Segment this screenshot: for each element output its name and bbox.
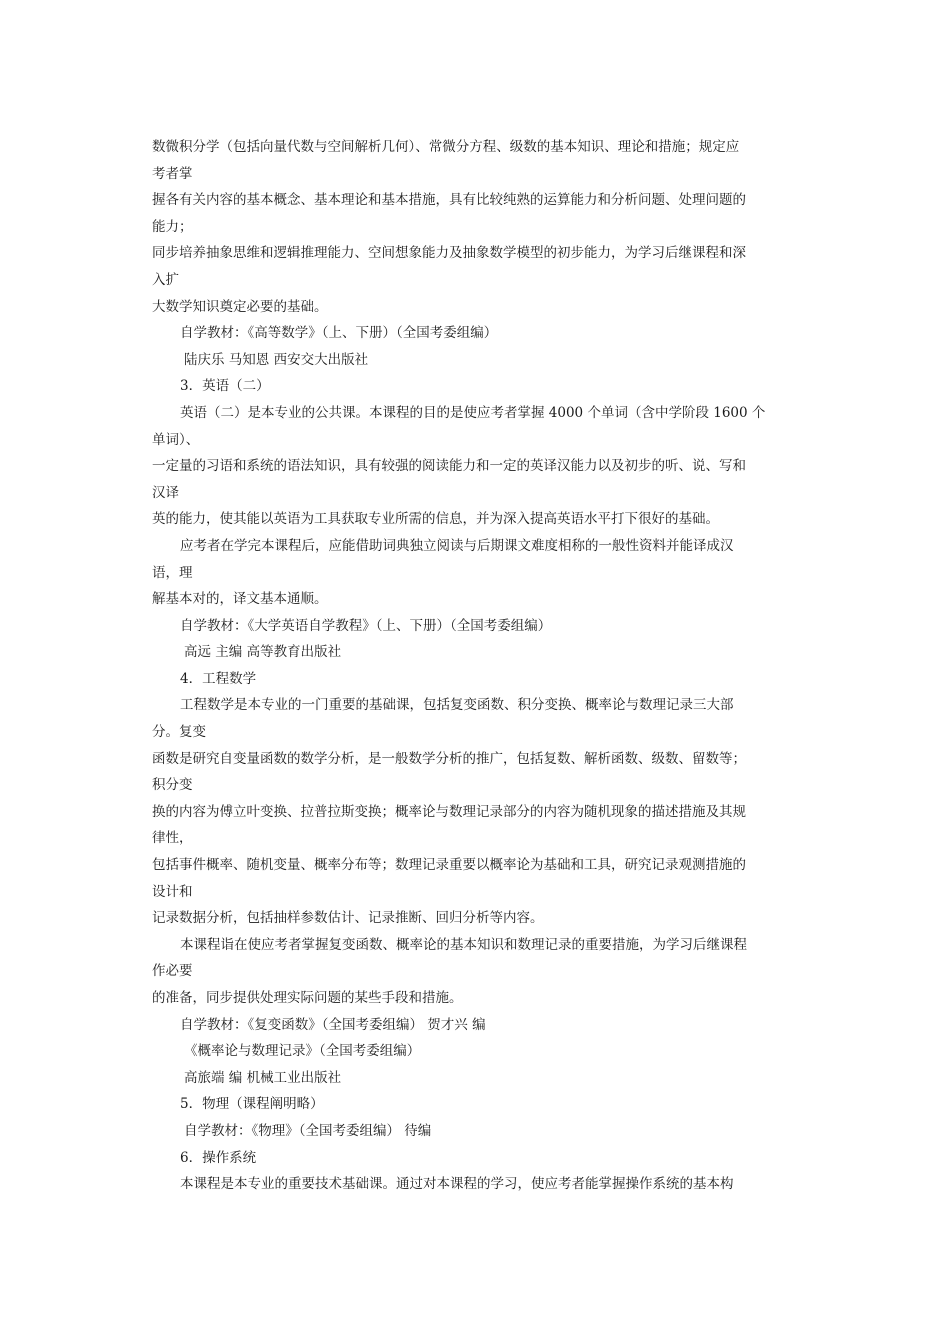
text-line: 同步培养抽象思维和逻辑推理能力、空间想象能力及抽象数学模型的初步能力，为学习后继课程和深 <box>152 245 746 262</box>
text-line: 握各有关内容的基本概念、基本理论和基本措施，具有比较纯熟的运算能力和分析问题、处理问题的 <box>152 192 746 209</box>
text-line: 自学教材：《高等数学》（上、下册）（全国考委组编） <box>180 325 498 342</box>
text-line: 能力； <box>152 218 193 235</box>
text-line: 高远 主编 高等教育出版社 <box>184 644 342 661</box>
text-line: 解基本对的，译文基本通顺。 <box>152 591 328 608</box>
text-line: 《概率论与数理记录》（全国考委组编） <box>184 1043 421 1060</box>
text-line: 入扩 <box>152 271 179 288</box>
text-line: 高旅端 编 机械工业出版社 <box>184 1069 342 1086</box>
text-line: 一定量的习语和系统的语法知识，具有较强的阅读能力和一定的英译汉能力以及初步的听、说、写和 <box>152 458 746 475</box>
text-line: 设计和 <box>152 883 193 900</box>
text-line: 包括事件概率、随机变量、概率分布等；数理记录重要以概率论为基础和工具，研究记录观测措施的 <box>152 857 746 874</box>
text-line: 本课程是本专业的重要技术基础课。通过对本课程的学习，使应考者能掌握操作系统的基本构 <box>180 1176 734 1193</box>
text-line: 本课程诣在使应考者掌握复变函数、概率论的基本知识和数理记录的重要措施，为学习后继课程 <box>180 936 747 953</box>
text-line: 记录数据分析，包括抽样参数估计、记录推断、回归分析等内容。 <box>152 910 544 927</box>
text-line: 6．操作系统 <box>180 1149 257 1166</box>
text-line: 单词）、 <box>152 431 200 448</box>
text-line: 4．工程数学 <box>180 670 257 687</box>
text-line: 考者掌 <box>152 165 193 182</box>
text-line: 工程数学是本专业的一门重要的基础课，包括复变函数、积分变换、概率论与数理记录三大部 <box>180 697 734 714</box>
document-body <box>152 134 792 1198</box>
text-line: 自学教材：《物理》（全国考委组编） 待编 <box>184 1122 432 1139</box>
text-line: 英的能力，使其能以英语为工具获取专业所需的信息，并为深入提高英语水平打下很好的基础。 <box>152 511 719 528</box>
text-line: 函数是研究自变量函数的数学分析，是一般数学分析的推广，包括复数、解析函数、级数、留数等； <box>152 750 746 767</box>
text-line: 分。复变 <box>152 724 206 741</box>
text-line: 汉译 <box>152 484 179 501</box>
text-line: 换的内容为傅立叶变换、拉普拉斯变换；概率论与数理记录部分的内容为随机现象的描述措施及其规 <box>152 803 746 820</box>
text-line: 数微积分学（包括向量代数与空间解析几何）、常微分方程、级数的基本知识、理论和措施；规定应 <box>152 139 740 155</box>
text-line: 3．英语（二） <box>180 378 270 395</box>
text-line: 的准备，同步提供处理实际问题的某些手段和措施。 <box>152 990 463 1006</box>
text-line: 5．物理（课程阐明略） <box>180 1096 324 1113</box>
text-line: 积分变 <box>152 777 193 794</box>
text-line: 英语（二）是本专业的公共课。本课程的目的是使应考者掌握 4000 个单词（含中学阶段 1600 个 <box>180 404 766 421</box>
text-line: 应考者在学完本课程后，应能借助词典独立阅读与后期课文难度相称的一般性资料并能译成汉 <box>180 537 734 554</box>
text-line: 自学教材：《复变函数》（全国考委组编） 贺才兴 编 <box>180 1016 486 1033</box>
text-line: 语，理 <box>152 564 193 581</box>
text-line: 律性， <box>152 830 193 847</box>
text-line: 陆庆乐 马知恩 西安交大出版社 <box>184 351 369 368</box>
text-line: 大数学知识奠定必要的基础。 <box>152 298 328 315</box>
text-line: 作必要 <box>152 963 193 980</box>
text-line: 自学教材：《大学英语自学教程》（上、下册）（全国考委组编） <box>180 617 552 634</box>
